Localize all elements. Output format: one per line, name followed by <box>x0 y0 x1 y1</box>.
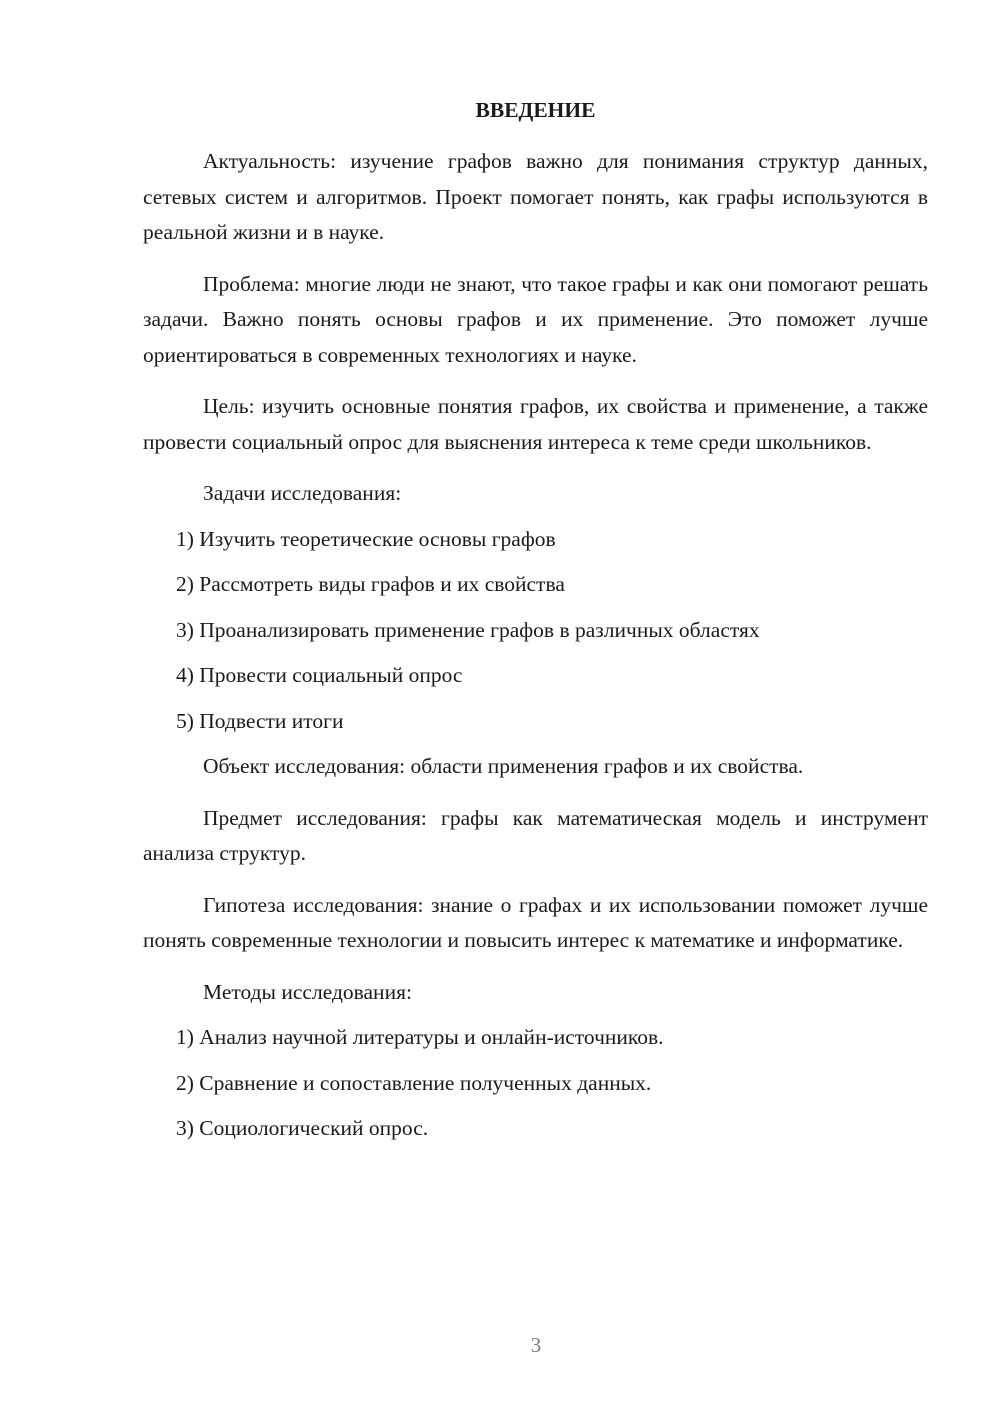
subject-paragraph: Предмет исследования: графы как математическая модель и инструмент анализа структур. <box>143 805 928 865</box>
list-item: 5) Подвести итоги <box>176 708 344 733</box>
list-item: 1) Изучить теоретические основы графов <box>176 526 556 551</box>
goal-paragraph: Цель: изучить основные понятия графов, их свойства и применение, а также провести социальный опрос для выяснения интереса к теме среди школьников. <box>143 394 928 454</box>
methods-heading: Методы исследования: <box>203 979 412 1004</box>
list-item: 1) Анализ научной литературы и онлайн-источников. <box>176 1025 664 1049</box>
list-item: 3) Социологический опрос. <box>176 1116 429 1140</box>
page-number: 3 <box>530 1333 542 1357</box>
list-item: 4) Провести социальный опрос <box>176 663 463 687</box>
tasks-heading: Задачи исследования: <box>203 481 402 505</box>
object-paragraph: Объект исследования: области применения графов и их свойства. <box>203 754 804 778</box>
methods-list <box>143 1020 928 1146</box>
page-content <box>143 93 928 1157</box>
hypothesis-paragraph: Гипотеза исследования: знание о графах и их использовании поможет лучше понять современные технологии и повысить интерес к математике и информатике. <box>143 892 928 952</box>
list-item: 2) Сравнение и сопоставление полученных данных. <box>176 1070 652 1095</box>
problem-paragraph: Проблема: многие люди не знают, что такое графы и как они помогают решать задачи. Важно понять основы графов и их применение. Это поможет лучше ориентироваться в современных технологиях и науке. <box>143 271 928 367</box>
list-item: 3) Проанализировать применение графов в различных областях <box>176 617 760 642</box>
tasks-list <box>143 522 928 739</box>
list-item: 2) Рассмотреть виды графов и их свойства <box>176 572 565 596</box>
relevance-paragraph: Актуальность: изучение графов важно для понимания структур данных, сетевых систем и алгоритмов. Проект помогает понять, как графы используются в реальной жизни и в науке. <box>143 149 928 244</box>
page-title: ВВЕДЕНИЕ <box>475 98 596 122</box>
